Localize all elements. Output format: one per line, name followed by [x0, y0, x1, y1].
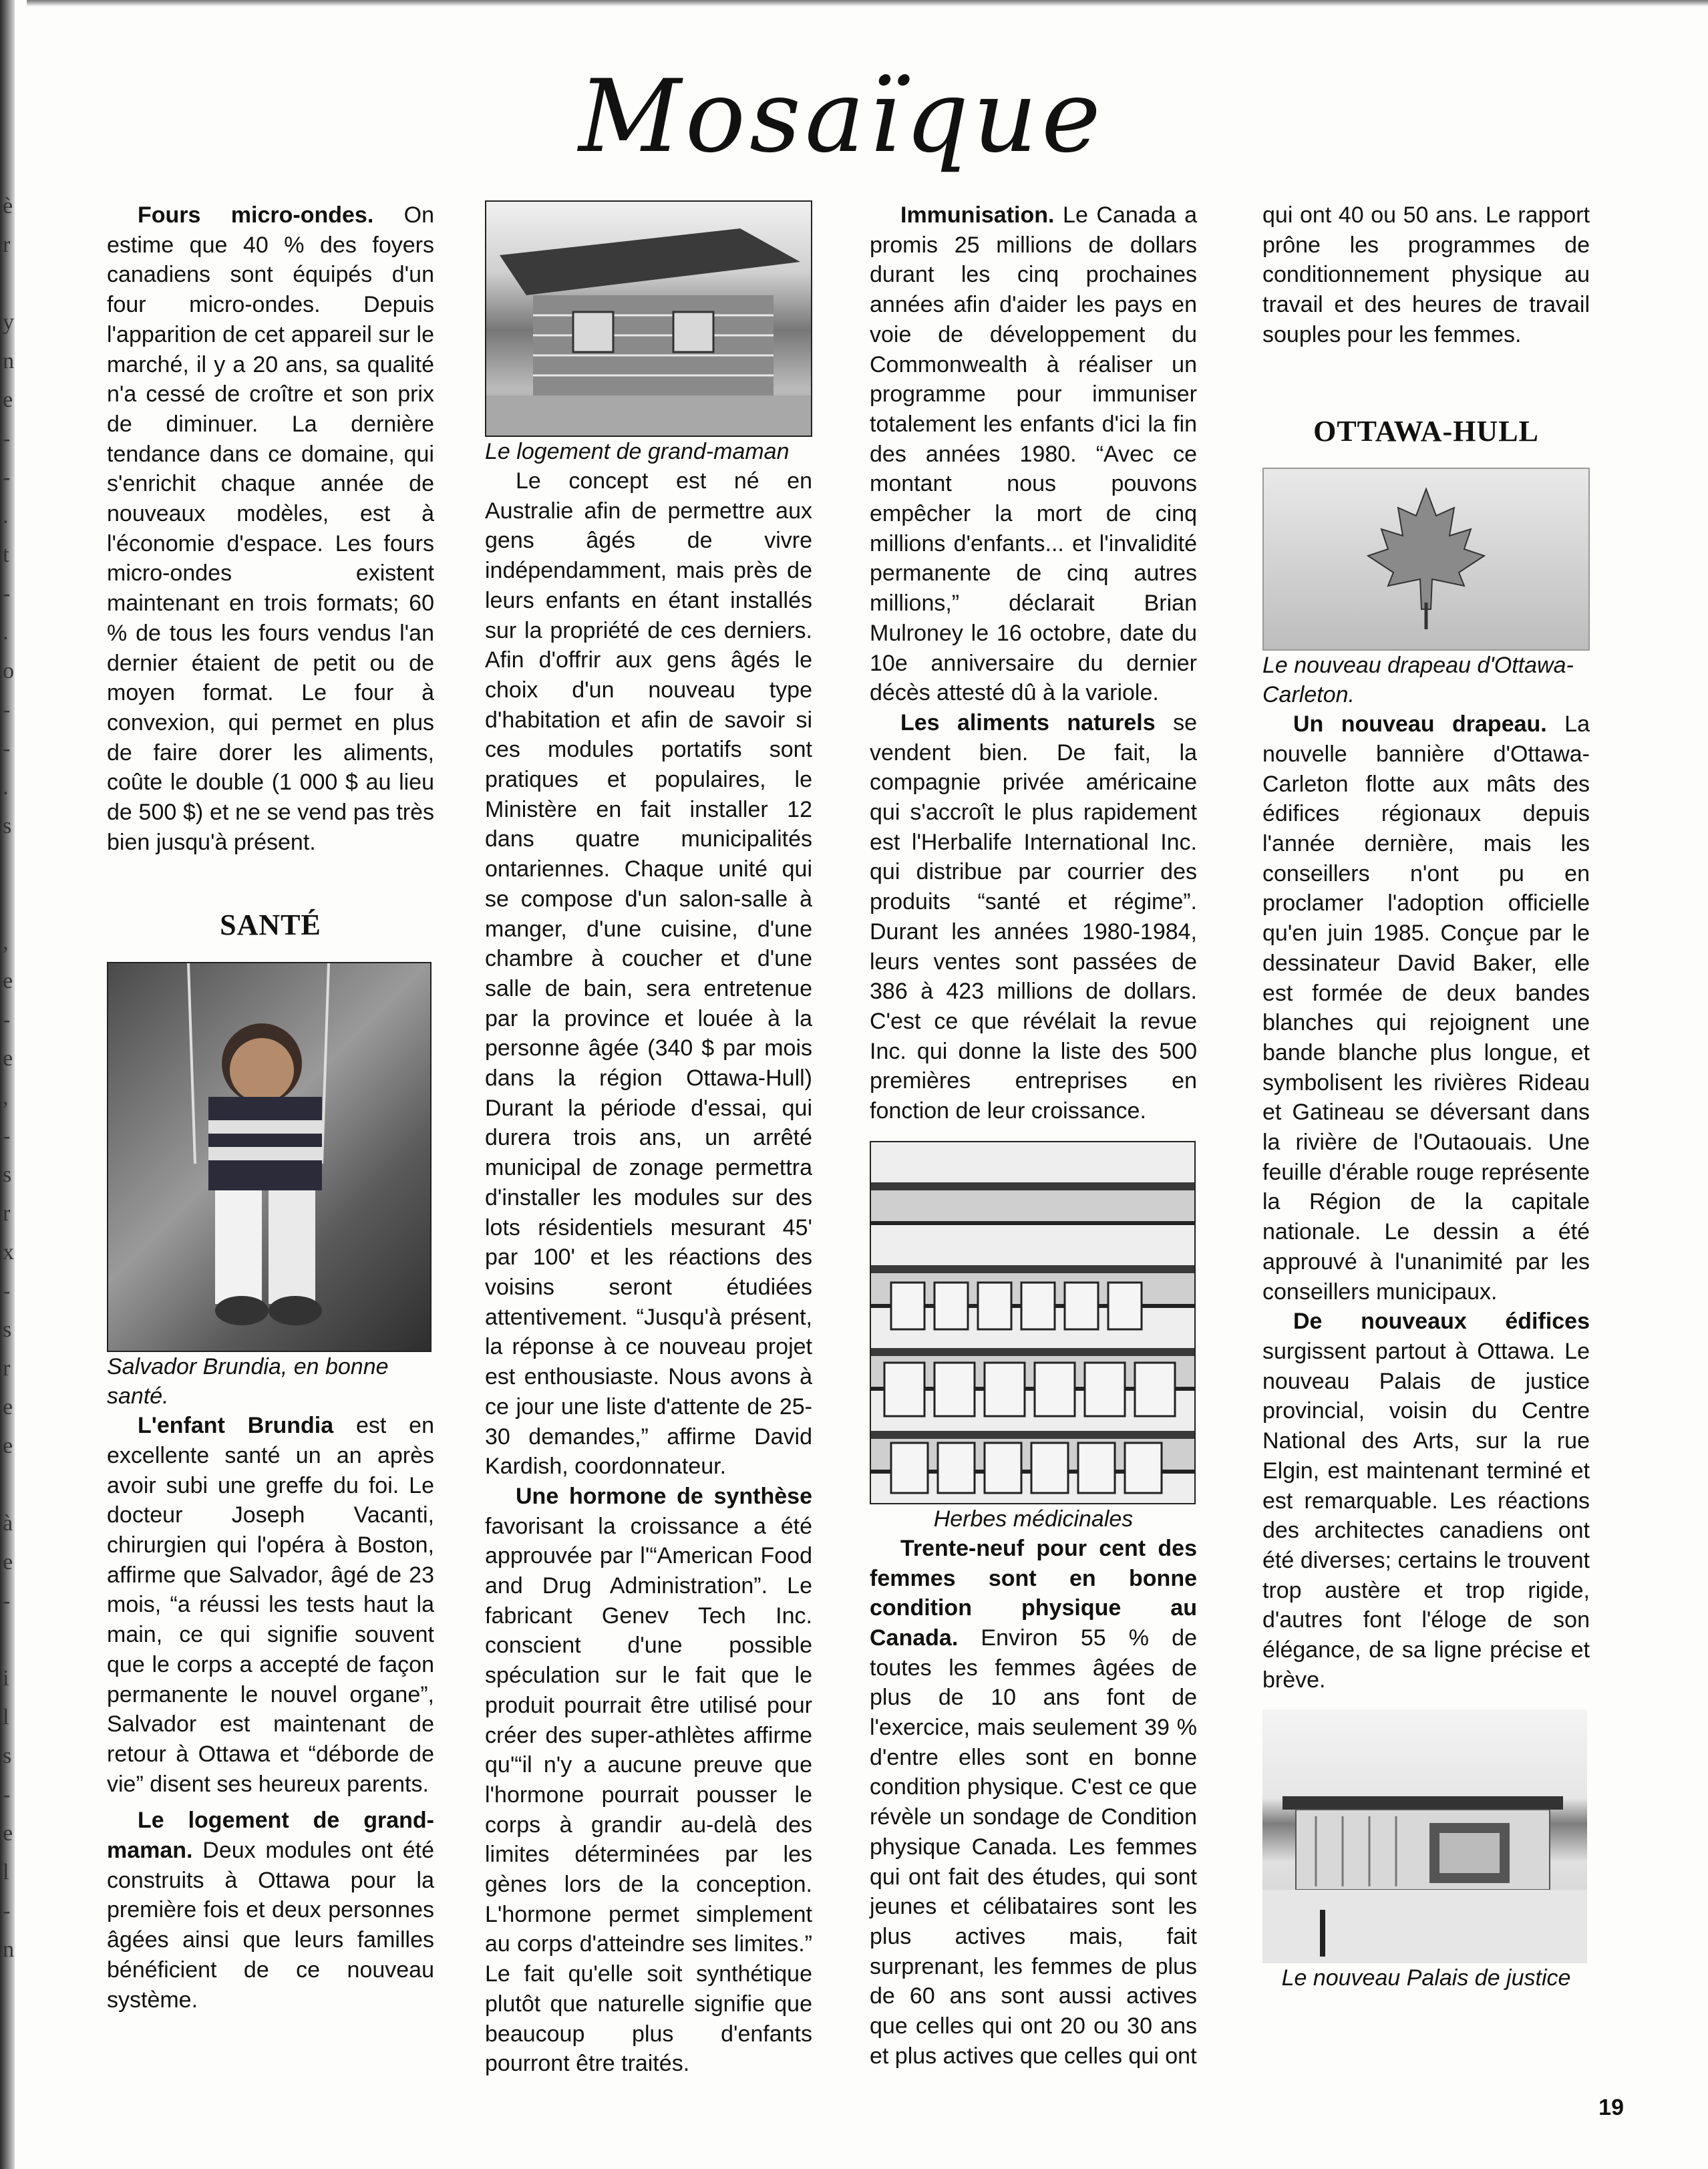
maple-leaf-icon [1264, 469, 1588, 649]
margin-fragment: x [3, 1240, 14, 1265]
margin-fragment: - [3, 581, 11, 606]
margin-fragment: - [3, 1124, 11, 1148]
previous-page-fragments [0, 194, 20, 1997]
margin-fragment: r [3, 232, 11, 257]
margin-fragment: n [3, 1937, 14, 1962]
column-1 [107, 200, 434, 2015]
article-drapeau [1262, 709, 1590, 1307]
text-micro-ondes: On estime que 40 % des foyers canadiens sont équipés d'un four micro-ondes. Depuis l'apparition de cet appareil sur le marché, il y a 20 ans, sa qualité n'a cessé de croître et son prix de diminuer. La dernière tendance dans ce domaine, qui s'enrichit chaque année de nouveaux modèles, est à l'économie d'espace. Les fours micro-ondes existent maintenant en trois formats; 60 % de tous les fours vendus l'an dernier étaient de petit ou de moyen format. Le four à convexion, qui permet en plus de faire dorer les aliments, coûte le double (1 000 $ au lieu de 500 $) et ne se vend pas très bien jusqu'à présent. [107, 202, 434, 855]
margin-fragment: l [3, 1860, 9, 1884]
margin-fragment: i [3, 1666, 9, 1691]
margin-fragment: - [3, 1898, 11, 1923]
swing-child-illustration [108, 963, 430, 1351]
article-continuation: qui ont 40 ou 50 ans. Le rapport prône les programmes de conditionnement physique au travail et des heures de travail souples pour les femmes. [1262, 202, 1590, 347]
margin-fragment: - [3, 697, 11, 722]
page-number: 19 [1598, 2095, 1624, 2120]
lead-femmes: Trente-neuf pour cent des femmes sont en bonne condition physique au Canada. [870, 1535, 1197, 1651]
text-aliments: se vendent bien. De fait, la compagnie privée américaine qui s'accroît le plus rapidement est l'Herbalife International Inc. qui distribue par courrier des produits “santé et régime”. Durant les années 1980-1984, leurs ventes sont passées de 386 à 423 millions de dollars. C'est ce que révélait la revue Inc. qui donne la liste des 500 premières entreprises en fonction de leur croissance. [870, 709, 1197, 1124]
margin-fragment: s [3, 1743, 12, 1768]
column-4 [1262, 200, 1590, 1993]
margin-fragment: y [3, 310, 14, 335]
masthead-title: Mosaïque [578, 59, 1105, 175]
margin-fragment: s [3, 1162, 12, 1187]
margin-fragment: - [3, 1589, 11, 1613]
lead-immunisation: Immunisation. [900, 202, 1055, 228]
margin-fragment: e [3, 1395, 13, 1420]
section-head-sante: SANTÉ [220, 908, 321, 942]
lead-drapeau: Un nouveau drapeau. [1293, 711, 1547, 737]
article-concept: Le concept est né en Australie afin de permettre aux gens âgés de vivre indépendamment, mais près de leurs enfants en étant installés sur la propriété de ces derniers. Afin d'offrir aux gens âgés le choix d'un nouveau type d'habitation et afin de savoir si ces modules portatifs sont pratiques et populaires, le Ministère en fait installer 12 dans quatre municipalités ontariennes. Chaque unité qui se compose d'un salon-salle à manger, d'une cuisine, d'une chambre à coucher et d'une salle de bain, sera entretenue par la province et louée à la personne âgée (340 $ par mois dans la région Ottawa-Hull) Durant la période d'essai, qui durera trois ans, un arrêté municipal de zonage permettra d'installer les modules sur des lots résidentiels mesurant 45' par 100' et les réactions des voisins seront étudiées attentivement. “Jusqu'à présent, la réponse à ce nouveau projet est enthousiaste. Nous avons à ce jour une liste d'attente de 25-30 demandes,” affirme David Kardish, coordonnateur. [485, 468, 812, 1480]
column-3 [870, 200, 1197, 2071]
margin-fragment: - [3, 1782, 11, 1807]
margin-fragment: - [3, 465, 11, 490]
margin-fragment: r [3, 1201, 11, 1226]
text-logement: Deux modules ont été construits à Ottawa pour la première fois et deux personnes âgées ainsi que leurs familles bénéficient de ce nouveau système. [107, 1838, 434, 2013]
margin-fragment: o [3, 659, 14, 683]
margin-fragment: e [3, 1550, 13, 1574]
lead-hormone: Une hormone de synthèse [516, 1483, 812, 1509]
margin-fragment: s [3, 1317, 12, 1342]
margin-fragment: è [3, 194, 13, 218]
margin-fragment: e [3, 969, 13, 993]
margin-fragment: r [3, 1356, 11, 1381]
top-scan-rule [27, 0, 1708, 7]
lead-logement: Le logement de grand-maman. [107, 1808, 434, 1864]
photo-drapeau-ottawa-carleton [1262, 468, 1590, 651]
margin-fragment: . [3, 775, 9, 800]
caption-palais: Le nouveau Palais de justice [1281, 1965, 1571, 1991]
caption-herbes: Herbes médicinales [933, 1506, 1134, 1532]
text-edifices: surgissent partout à Ottawa. Le nouveau Palais de justice provincial, voisin du Centre National des Arts, sur la rue Elgin, est maintenant terminé et est remarquable. Les réactions des architectes canadiens ont été diverses; certains le trouvent trop austère et trop rigide, d'autres font l'éloge de son élégance, de sa ligne précise et brève. [1262, 1338, 1590, 1693]
article-micro-ondes [107, 200, 434, 857]
margin-fragment: - [3, 1007, 11, 1032]
text-immunisation: Le Canada a promis 25 millions de dollars durant les cinq prochaines années afin d'aider les pays en voie de développement du Commonwealth à réaliser un programme pour immuniser totalement les enfants d'ici la fin des années 1980. “Avec ce montant nous pouvons empêcher la mort de cinq millions d'enfants... et l'invalidité permanente de cinq autres millions,” déclarait Brian Mulroney le 16 octobre, date du 10e anniversaire du dernier décès attesté dû à la variole. [870, 202, 1197, 706]
article-edifices [1262, 1307, 1590, 1695]
text-drapeau: La nouvelle bannière d'Ottawa-Carleton flotte aux mâts des édifices régionaux depuis l'année dernière, mais les conseillers n'ont pu en proclamer l'adoption officielle qu'en juin 1985. Conçue par le dessinateur David Baker, elle est formée de deux bandes blanches qui rejoignent une bande blanche plus longue, et symbolisent les rivières Rideau et Gatineau se déversant dans la rivière de l'Outaouais. Une feuille d'érable rouge représente la Région de la capitale nationale. Le dessin a été approuvé à l'unanimité par les conseillers municipaux. [1262, 711, 1590, 1305]
margin-fragment: - [3, 736, 11, 761]
article-brundia [107, 1411, 434, 1799]
margin-fragment: . [3, 620, 9, 645]
photo-salvador-brundia [107, 962, 432, 1352]
article-logement [107, 1806, 434, 2015]
text-brundia: est en excellente santé un an après avoir subi une greffe du foi. Le docteur Joseph Vacanti, chirurgien qui l'opéra à Boston, affirme que Salvador, âgé de 23 mois, “a réussi les tests haut la main, ce qui signifie souvent que le corps a accepté de façon permanente le nouvel organe”, Salvador est maintenant de retour à Ottawa et “déborde de vie” disent ses heureux parents. [107, 1413, 434, 1797]
margin-fragment: à [3, 1511, 13, 1536]
lead-micro-ondes: Fours micro-ondes. [138, 202, 374, 228]
house-illustration [486, 202, 811, 436]
lead-edifices: De nouveaux édifices [1293, 1309, 1590, 1335]
caption-salvador: Salvador Brundia, en bonne santé. [107, 1354, 389, 1409]
section-head-ottawa-hull: OTTAWA-HULL [1313, 414, 1539, 448]
lead-aliments: Les aliments naturels [900, 709, 1156, 735]
margin-fragment: e [3, 387, 13, 412]
photo-logement-grand-maman [485, 200, 812, 437]
text-hormone: favorisant la croissance a été approuvée par l'“American Food and Drug Administration”. Le fabricant Genev Tech Inc. conscient d'une possible spéculation sur le fait que le produit pourrait être utilisé pour créer des super-athlètes affirme qu'“il n'y a aucune preuve que l'hormone pourrait pousser le corps à grandir au-delà des limites déterminées par les gènes lors de la conception. L'hormone permet simplement au corps d'atteindre ses limites.” Le fait qu'elle soit synthétique plutôt que naturelle signifie que beaucoup plus d'enfants pourront être traités. [485, 1513, 812, 2077]
photo-palais-de-justice [1262, 1709, 1587, 1963]
margin-fragment: t [3, 542, 9, 567]
article-immunisation [870, 200, 1197, 708]
text-femmes: Environ 55 % de toutes les femmes âgées de plus de 10 ans font de l'exercice, mais seulement 39 % d'entre elles sont en bonne condition physique. C'est ce que révèle un sondage de Condition physique Canada. Les femmes qui ont fait des études, qui sont jeunes et célibataires sont les plus actives mais, fait surprenant, les femmes de plus de 60 ans sont aussi actives que celles qui ont 20 ou 30 ans et plus actives que celles qui ont [870, 1625, 1197, 2069]
courthouse-illustration [1262, 1709, 1587, 1963]
column-2 [485, 200, 812, 2079]
margin-fragment: l [3, 1705, 9, 1729]
article-aliments [870, 708, 1197, 1126]
article-femmes [870, 1534, 1197, 2071]
margin-fragment: , [3, 930, 9, 955]
shelves-illustration [871, 1142, 1194, 1503]
margin-fragment: - [3, 426, 11, 451]
margin-fragment: . [3, 504, 9, 528]
margin-fragment: e [3, 1046, 13, 1071]
margin-fragment: - [3, 1279, 11, 1303]
caption-drapeau: Le nouveau drapeau d'Ottawa-Carleton. [1262, 653, 1574, 708]
lead-brundia: L'enfant Brundia [138, 1413, 334, 1439]
article-hormone [485, 1482, 812, 2079]
margin-fragment: e [3, 1821, 13, 1846]
margin-fragment: n [3, 349, 14, 373]
margin-fragment: , [3, 1085, 9, 1110]
photo-herbes-medicinales [870, 1141, 1196, 1504]
caption-logement: Le logement de grand-maman [485, 439, 790, 464]
margin-fragment: e [3, 1434, 13, 1458]
margin-fragment: s [3, 814, 12, 838]
